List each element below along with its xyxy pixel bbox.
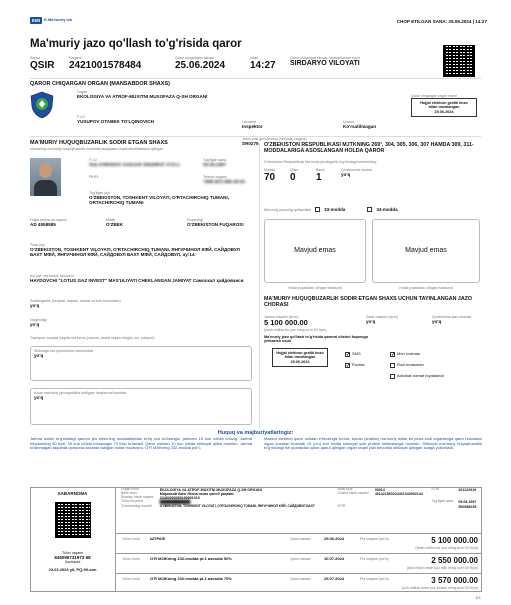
law-part: Qism 0	[290, 168, 299, 184]
series-field: Seriya QSIR	[30, 56, 55, 72]
rank-field: Unvoni Ko'rsatilmagan	[343, 120, 377, 130]
penalty-title: MA'MURIY HUQUQBUZARLIK SODIR ETGAN SHAXS UCHUN TAYINLANGAN JAZO CHORASI	[264, 296, 473, 309]
opt34-checkbox[interactable]	[367, 207, 372, 212]
rights-right: Mazkur elektron qaror ustidan e'tirozingiz bo'lsa, tuman (shahar) ma'muriy ishlar bo'yicha sudi organlariga qaror nusxasini olgan kunidan boshlab 10 (o'n) kun ichida shikoyat yoki protest keltirishingiz mumkin. Shikoyat ma'muriy huquqbuzarlik to'g'risidagi ish yuzasidan qaror qabul qilingan organ orqali yoki bevosita shikoyat qilingan sudga yuboriladi.	[264, 436, 482, 451]
organ-stamp: Qaror chiqargan organ muhri Hujjat elektron grafik imzo bilan imzolangan 25.06.2024	[411, 94, 477, 117]
person-passport: Hujjat seriya va raqami AD 4558585	[30, 218, 67, 228]
photo-box-right: Mavjud emas	[372, 219, 480, 283]
law-type: Ma'muriy jazoning qo'llanilishi 33-modda 34-modda	[264, 207, 398, 212]
person-explanation-box: Shaxsiga oid qo'shimcha ma'lumotlar yo'q	[30, 346, 252, 381]
opt33-checkbox[interactable]	[315, 207, 320, 212]
page-number: 1/1	[475, 595, 481, 600]
person-birthplace: Tug'ilgan joyi O'ZBEKISTON, TOSHKENT VILOYATI, O'RTACHIRCHIQ TUMANI, ORTACHIRCHIQ TUMANI	[89, 191, 229, 206]
law-code-label: O'zbekiston Respublikasi Ma'muriy javobgarlik to'g'risidagi kodeksining	[264, 160, 377, 164]
payment-line	[116, 553, 482, 572]
print-date: CHOP ETILGAN SANA: 25.06.2024 | 14:27	[396, 19, 487, 24]
photo-box-left: Mavjud emas	[264, 219, 366, 283]
person-birth: Tug'ilgan sana 05.08.1997	[203, 158, 227, 168]
law-article: Modda 70	[264, 168, 276, 184]
organ-section-title: QAROR CHIQARGAN ORGAN (MANSABDOR SHAXS)	[30, 81, 170, 87]
notify-title: Ma'muriy jazo qo'llash to'g'risida qarorni olishni fuqaroga yetkazish usuli	[264, 335, 368, 344]
line-amount: 3 570 000.00	[431, 576, 478, 585]
organ-field: Organ EKOLOGIYA VA ATROF-MUXITNI MUXOFAZA Q-SH ORGANI	[77, 90, 208, 100]
position-field: Lavozimi Inspektor	[242, 120, 263, 130]
damage-field: Zarar miqdori (so'm) yo'q	[366, 315, 399, 325]
line-amount-words: (ikki million besh yuz ellik ming so'm 00 tiyin)	[407, 566, 478, 570]
line-amount-words: (uch million besh yuz etmish ming so'm 00 tiyin)	[402, 586, 478, 590]
agree-option[interactable]: ✓ Men roziman	[390, 352, 420, 357]
person-pinfl: PINFL	[89, 175, 100, 179]
person-prior: Sudlanganlik (seriyasi, raqami, sanasi va kim tomonidan) yo'q	[30, 299, 121, 309]
person-disability: Nogironligi yo'q	[30, 318, 47, 328]
time-field: Vaqti 14:27	[250, 56, 276, 72]
payment-row: To'lov bo'yicha ████████████ Tug'ilgan sana 05.08.1997	[121, 499, 477, 505]
payment-line	[116, 573, 482, 592]
law-title: O'ZBEKISTON RESPUBLIKASI MJTKNING 269¹, 304, 305, 306, 307 HAMDA 309, 311-MODDALARIGA ASOSLANGAN HOLDA QAROR	[264, 142, 474, 155]
person-photo	[30, 158, 61, 196]
person-fio: F.I.O. SULAYMONOV SANJAR SHUHRAT O'G'LI	[89, 158, 180, 168]
payment-row: To'lovchining manzili O'ZBEKISTON, TOSHKENT VILOYATI, O'RTACHIRCHIQ TUMANI, ЯНГИЧИНОЛ КФЙ, САЙДОВУЛ БАХТ STIR 560958239	[121, 503, 477, 509]
line-date: 25.07.2024	[324, 576, 345, 581]
line-date-label: Qaror sanasi	[290, 577, 311, 581]
payment-qr-code	[55, 502, 91, 538]
person-vehicle: Transport vositasi haqida ma'lumot (rusumi, davlat raqam belgisi, tex. pasport)	[30, 336, 155, 340]
page-title: Ma'muriy jazo qo'llash to'g'risida qaror	[30, 38, 242, 50]
rights-left: Jarima solish to'g'risidagi qarorni ijro etishning muddatlaridan to'liq rozi bo'lsangiz, jarimani 15 kun ichida to'lang. Jarima miqdorining 50 foizi, 30 kun ichida to'lasangiz 70 foizi to'lanadi. Qaror ustidan 10 kun ichida shikoyat qilish mumkin. Jarima to'lanmagan taqdirda qonunda nazarda tutilgan hollar muztusno. O'R MJtKning 232-modda pdf 1	[30, 436, 252, 451]
other-penalty-field: Qo'shimcha jazo chorasi yo'q	[432, 315, 472, 325]
person-phone: Telefon raqami +998 (97) 555-45-02	[203, 175, 246, 185]
person-citizenship: Fuqaroligi O'ZBEKISTON FUQAROSI	[187, 218, 244, 228]
line-type-label: To'lov nomi	[122, 537, 140, 541]
payment-row: Shaxsiy hisob raqami 22402000300100001010	[121, 495, 200, 501]
badge-field: Jeton yoki guvohnoma (seriyasi, raqami) SR0275	[242, 137, 307, 147]
logo-text: E-Ma'muriy ish	[44, 17, 73, 23]
logo-mark: EMI	[32, 18, 41, 23]
region-field: Qaror chiqargan viloyat, shahar/tuman nomi SIRDARYO VILOYATI	[290, 56, 360, 68]
payment-row: Organ nomi EKOLOGIYA VA ATROF-MUXITNI MUXOFAZA Q-SH ORGANI Bank kodi 00014 STIR 201122919	[121, 487, 477, 492]
payment-details	[120, 488, 480, 509]
line-amount-label: Pul miqdori (so'm)	[360, 537, 389, 541]
person-address: Turar joyi O'ZBEKISTON, TOSHKENT VILOYATI, O'RTACHIRCHIQ TUMANI, ЯНГИЧИНОЛ КФЙ, САЙДОВУЛ БАХТ МФЙ, ЯНГИЧИНОЛ КФЙ, САЙДОВУЛ БАХТ МФЙ, САЙДОВУЛ, uy:14	[30, 243, 240, 258]
line-type-label: To'lov nomi	[122, 557, 140, 561]
logo	[30, 17, 72, 24]
disagree-option[interactable]: Rozi emasman	[390, 363, 424, 368]
person-work: Ish joyi, ma'lumoti, lavozimi HAYDOVCHI "LOTUS GAZ INVEST" MAS'ULIYATI CHEKLANGAN JAMIYAT Самоскал ҳайдовчиси	[30, 274, 244, 284]
line-type-label: To'lov nomi	[122, 577, 140, 581]
person-section-title: MA'MURIY HUQUQBUZARLIK SODIR ETGAN SHAXS	[30, 140, 168, 146]
line-type: O'R MJtKning 232-modda pt.1 asosida 50%	[150, 556, 232, 561]
line-amount: 2 550 000.00	[431, 556, 478, 565]
rights-title: Huquq va majburiyatlaringiz:	[217, 430, 294, 436]
line-amount-label: Pul miqdori (so'm)	[360, 557, 389, 561]
line-date: 10.07.2024	[324, 556, 345, 561]
payment-line	[116, 533, 482, 552]
penalty-stamp: Hujjat elektron grafik imzo bilan imzolangan 25.06.2024	[272, 348, 328, 367]
sms-option[interactable]: ✓ SMS	[345, 352, 361, 357]
date-field: Qaror chiqarilgan sanasi 25.06.2024	[175, 56, 226, 72]
line-amount-label: Pul miqdori (so'm)	[360, 577, 389, 581]
doc-qr-code	[443, 45, 475, 77]
number-field: Raqami 2421001578484	[69, 56, 142, 72]
lawyer-option[interactable]: Advokat xizmat foydalandi	[390, 374, 443, 379]
line-type: ШТРАФ	[150, 536, 165, 541]
payment-qr-panel: XABARNOMA To'lov raqami 845096731973 68 Xazinachi 23.03.2023 yil, PQ-99-son	[30, 487, 116, 592]
person-section-sub: shaxsning ma'muriy huquqbuzarlik muhbirlik tasqiqlash orqali identifikatsiya qilingan	[30, 147, 164, 151]
photo-caption-right: Holat yuzasidan olingan fotosurat	[399, 286, 453, 290]
line-amount-words: (besh million bir yuz ming so'm 00 tiyin)	[415, 546, 478, 550]
officer-fio: F.I.O. YUSUPOV OTABEK TO'LQINOVICH	[77, 115, 154, 125]
law-extra: Qo'shimcha modda yo'q	[341, 168, 372, 178]
photo-caption-left: Holat yuzasidan olingan fotosurat	[288, 286, 342, 290]
emblem-icon	[30, 91, 54, 119]
line-date: 25.06.2024	[324, 536, 345, 541]
line-date-label: Qaror sanasi	[290, 557, 311, 561]
line-amount: 5 100 000.00	[431, 536, 478, 545]
post-option[interactable]: ✓ Pochta	[345, 363, 364, 368]
fine-field: Jarima miqdori (so'm) 5 100 000.00 (besh million bir yuz ming so'm 00 tiyin)	[264, 315, 327, 332]
payment-row: Bank nomi Марказий банк Ягона ғазна ҳисоб рақами G'azna hisob raqami 401421860224401343902144	[121, 491, 423, 497]
person-nationality: Millati O'ZBEK	[106, 218, 124, 228]
law-clause: Band 1	[316, 168, 325, 184]
line-type: O'R MJtKning 232-modda pt.1 asosida 70%	[150, 576, 232, 581]
person-note-box: Avval ma'muriy javobgarlikka tortilgani haqida ma'lumotlar yo'q	[30, 388, 252, 425]
line-date-label: Qaror sanasi	[290, 537, 311, 541]
